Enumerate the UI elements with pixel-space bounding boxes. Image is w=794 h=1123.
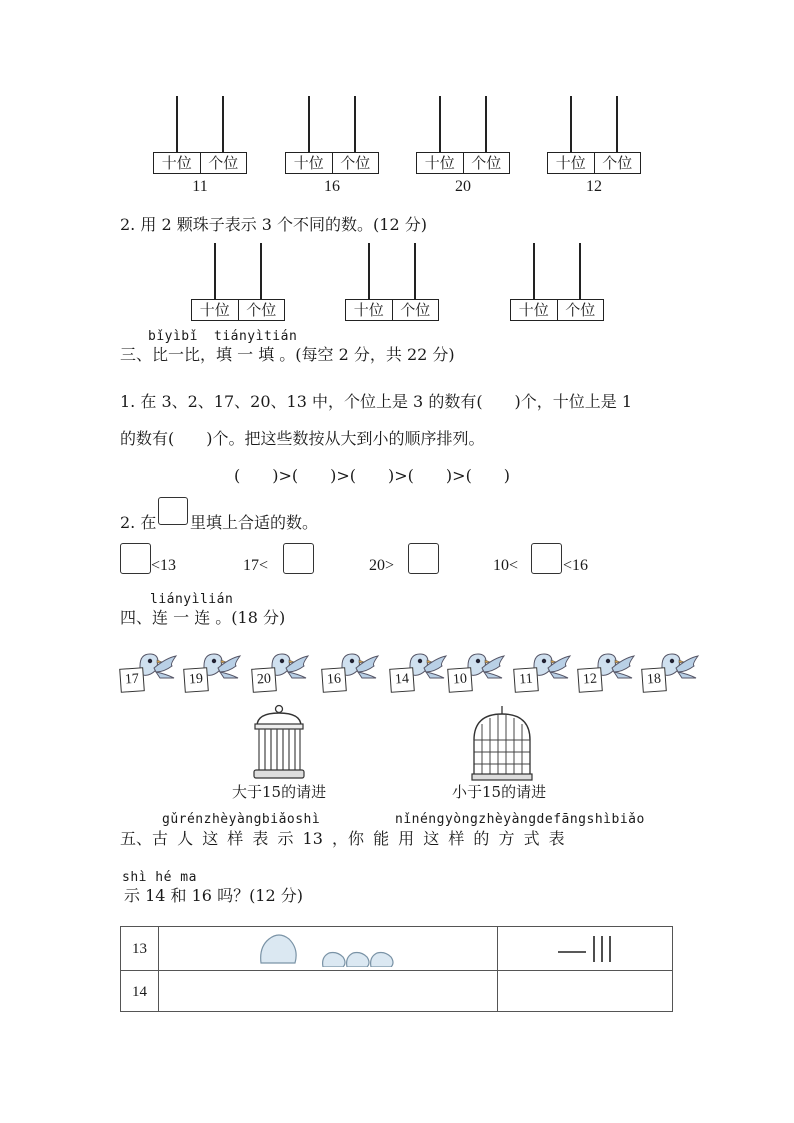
tens-label: 十位	[293, 154, 324, 172]
section-3-prefix: 三、	[120, 345, 153, 364]
abacus-rod-tens	[533, 243, 535, 299]
compare-left: 20>	[369, 557, 395, 574]
abacus-number: 11	[192, 178, 208, 195]
blank-abacus-1[interactable]	[191, 243, 285, 323]
compare-left: 10<	[493, 557, 519, 574]
section-4-title: 连 一 连 。	[152, 608, 232, 627]
bird-number: 19	[183, 667, 209, 693]
bird-number: 14	[389, 667, 415, 693]
abacus-base	[153, 152, 247, 174]
tens-label: 十位	[424, 154, 455, 172]
section-3-heading	[120, 342, 455, 365]
order-answer-line[interactable]: ( )>( )>( )>( )>( )	[234, 466, 511, 485]
abacus-2	[285, 96, 379, 176]
bird-number: 11	[513, 667, 539, 693]
section-4-prefix: 四、	[120, 608, 153, 627]
abacus-rod-tens	[176, 96, 178, 152]
bird-card[interactable]	[578, 648, 634, 698]
pebble-icon	[259, 931, 399, 967]
abacus-rod-ones	[616, 96, 618, 152]
section-5-text-1: 古 人 这 样 表 示 13 ，你 能 用 这 样 的 方 式 表	[152, 829, 565, 848]
abacus-base	[547, 152, 641, 174]
tens-label: 十位	[518, 301, 549, 319]
abacus-rod-tens	[308, 96, 310, 152]
bird-card[interactable]	[514, 648, 570, 698]
section-3-title: 比一比，填 一 填 。	[152, 345, 296, 364]
example-box	[158, 497, 188, 525]
ones-label: 个位	[200, 153, 247, 173]
section-5-line-1	[120, 826, 565, 849]
abacus-rod-ones	[260, 243, 262, 299]
row-label	[121, 927, 159, 971]
birdcage-right-icon[interactable]	[470, 704, 534, 782]
section-4-score: (18 分)	[231, 608, 286, 627]
row-number: 13	[132, 941, 147, 957]
row-label	[121, 971, 159, 1012]
birdcage-left-icon[interactable]	[250, 704, 308, 780]
row-number: 14	[132, 983, 147, 1000]
pinyin-lianyilian: liányìlián	[150, 592, 234, 607]
bird-number: 20	[251, 667, 277, 693]
pinyin-biyibi: bǐyìbǐ	[148, 329, 198, 344]
pinyin-gurenzheyangbiaoshi: gǔrénzhèyàngbiǎoshì	[162, 812, 321, 827]
abacus-rod-ones	[485, 96, 487, 152]
answer-box[interactable]	[408, 543, 439, 574]
abacus-base	[285, 152, 379, 174]
blank-abacus-3[interactable]	[510, 243, 604, 323]
cage-left-label: 大于15的请进	[232, 783, 327, 801]
ones-label: 个位	[238, 300, 285, 320]
bird-number: 17	[119, 667, 145, 693]
section-3-score: (每空 2 分，共 22 分)	[295, 345, 455, 364]
abacus-base	[416, 152, 510, 174]
answer-stick-cell[interactable]	[498, 971, 673, 1012]
abacus-1	[153, 96, 247, 176]
abacus-rod-ones	[354, 96, 356, 152]
pebble-cell	[159, 927, 498, 971]
abacus-number: 20	[455, 178, 471, 195]
abacus-rod-tens	[368, 243, 370, 299]
answer-box[interactable]	[283, 543, 314, 574]
pinyin-shi-he-ma: shì hé ma	[122, 870, 197, 885]
abacus-base	[345, 299, 439, 321]
bird-card[interactable]	[120, 648, 176, 698]
bird-card[interactable]	[642, 648, 698, 698]
abacus-rod-ones	[222, 96, 224, 152]
pinyin-ninengyong: nǐnéngyòngzhèyàngdefāngshìbiǎo	[395, 812, 645, 827]
bird-number: 10	[447, 667, 473, 693]
q3-2-suffix: 里填上合适的数。	[190, 513, 319, 532]
pinyin-tianyitian: tiányìtián	[214, 329, 298, 344]
abacus-rod-tens	[439, 96, 441, 152]
bird-number: 12	[577, 667, 603, 693]
bird-card[interactable]	[184, 648, 240, 698]
blank-abacus-2[interactable]	[345, 243, 439, 323]
bird-card[interactable]	[252, 648, 308, 698]
q3-2-prefix: 2. 在	[120, 513, 157, 532]
section-5-prefix: 五、	[120, 829, 153, 848]
q3-1-line-1: 1. 在 3、2、17、20、13 中，个位上是 3 的数有( )个，十位上是 1	[120, 392, 633, 411]
bird-card[interactable]	[390, 648, 446, 698]
ones-label: 个位	[557, 300, 604, 320]
tens-label: 十位	[555, 154, 586, 172]
ones-label: 个位	[594, 153, 641, 173]
counting-sticks-icon	[556, 934, 616, 964]
section-4-heading	[120, 605, 285, 628]
question-2-text: 2. 用 2 颗珠子表示 3 个不同的数。(12 分)	[120, 215, 427, 234]
tens-label: 十位	[353, 301, 384, 319]
tens-label: 十位	[161, 154, 192, 172]
compare-right: <16	[563, 557, 589, 574]
ones-label: 个位	[463, 153, 510, 173]
abacus-rod-ones	[414, 243, 416, 299]
tens-label: 十位	[199, 301, 230, 319]
ones-label: 个位	[332, 153, 379, 173]
bird-number: 18	[641, 667, 667, 693]
ones-label: 个位	[392, 300, 439, 320]
abacus-3	[416, 96, 510, 176]
bird-card[interactable]	[322, 648, 378, 698]
abacus-rod-ones	[579, 243, 581, 299]
abacus-rod-tens	[570, 96, 572, 152]
stick-cell	[498, 927, 673, 971]
section-5-line-2: 示 14 和 16 吗？(12 分)	[124, 886, 303, 905]
abacus-number: 12	[586, 178, 602, 195]
answer-pebble-cell[interactable]	[159, 971, 498, 1012]
abacus-rod-tens	[214, 243, 216, 299]
ancient-number-table	[120, 926, 673, 1012]
compare-left: 17<	[243, 557, 269, 574]
answer-box[interactable]	[531, 543, 562, 574]
bird-number: 16	[321, 667, 347, 693]
abacus-base	[191, 299, 285, 321]
compare-right: <13	[151, 557, 177, 574]
abacus-4	[547, 96, 641, 176]
abacus-base	[510, 299, 604, 321]
q3-1-line-2: 的数有( )个。把这些数按从大到小的顺序排列。	[120, 429, 485, 448]
bird-card[interactable]	[448, 648, 504, 698]
answer-box[interactable]	[120, 543, 151, 574]
abacus-number: 16	[324, 178, 340, 195]
cage-right-label: 小于15的请进	[452, 783, 547, 801]
